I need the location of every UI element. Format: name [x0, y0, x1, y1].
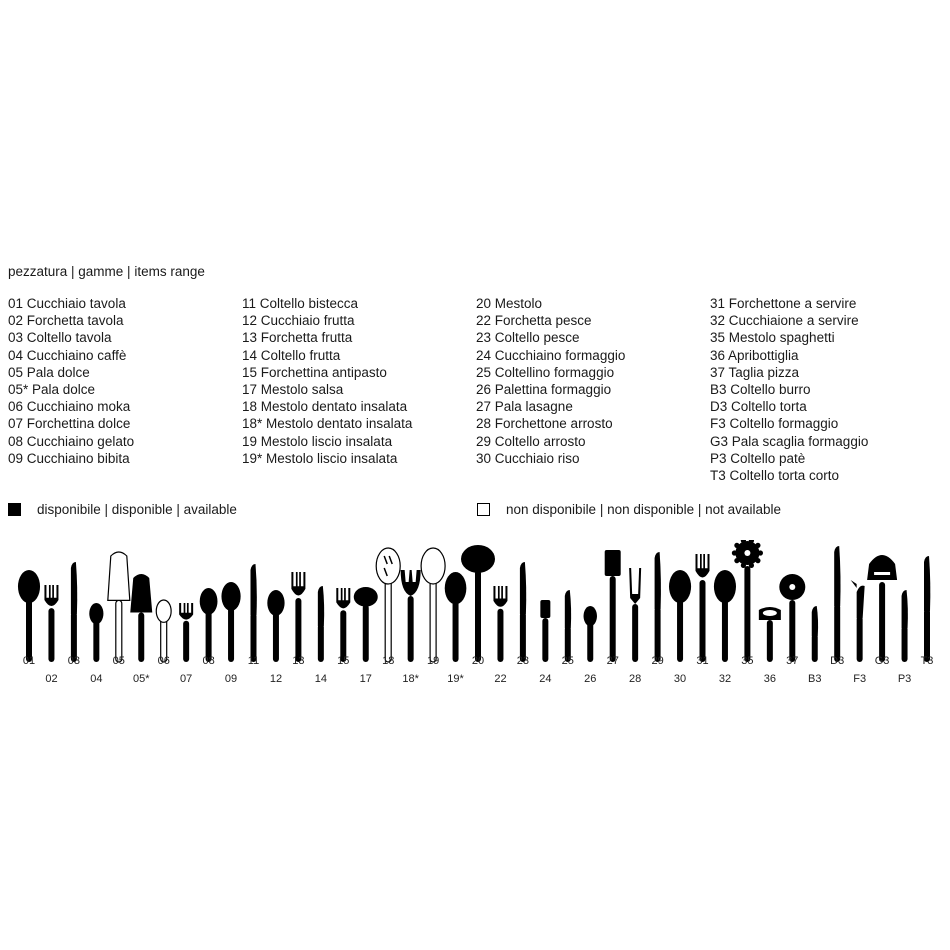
item-entry: 11 Coltello bistecca — [242, 296, 359, 311]
item-code-label: 01 — [22, 655, 36, 667]
item-code-label: 24 — [539, 673, 552, 685]
spoon-icon — [156, 600, 171, 662]
item-entry: 37 Taglia pizza — [710, 364, 800, 380]
cutlery-item-27 — [605, 550, 621, 667]
knife-icon — [834, 546, 840, 662]
item-entry: 07 Forchettina dolce — [8, 416, 131, 432]
filled-square-icon — [8, 503, 21, 516]
bottle-opener-icon — [759, 607, 781, 662]
item-entry: 06 Cucchiaino moka — [8, 399, 131, 415]
item-code-label: 09 — [224, 673, 238, 685]
item-code-label: 12 — [269, 673, 283, 685]
cutlery-item-19-star — [445, 572, 467, 685]
cutlery-item-05-star — [130, 574, 152, 685]
knife-icon — [520, 562, 526, 662]
item-entry: 13 Forchetta frutta — [242, 330, 353, 346]
item-entry: 22 Forchetta pesce — [476, 313, 592, 329]
item-entry: 17 Mestolo salsa — [242, 382, 344, 398]
item-code-label: 22 — [494, 673, 507, 685]
item-entry: 15 Forchettina antipasto — [242, 364, 387, 380]
knife-icon — [812, 606, 818, 662]
cutlery-item-20 — [461, 545, 495, 667]
fork-icon — [44, 585, 58, 662]
spatula-icon — [540, 600, 550, 662]
spoon-icon — [714, 570, 736, 662]
cutlery-item-18 — [376, 548, 400, 667]
item-entry: 29 Coltello arrosto — [476, 433, 586, 449]
knife-icon — [924, 556, 930, 662]
fork-icon — [336, 588, 350, 662]
cutlery-item-19 — [421, 548, 445, 667]
item-entry: 18 Mestolo dentato insalata — [242, 399, 408, 415]
cutlery-item-28 — [629, 568, 641, 685]
item-code-label: 15 — [337, 655, 350, 667]
item-entry: 19* Mestolo liscio insalata — [242, 450, 398, 466]
item-code-label: P3 — [897, 673, 912, 685]
spoon-icon — [18, 570, 40, 662]
cutlery-item-13 — [291, 572, 305, 667]
cutlery-item-B3 — [808, 606, 821, 685]
cutlery-item-30 — [669, 570, 691, 685]
item-code-label: 05 — [112, 655, 125, 667]
cutlery-item-04 — [89, 603, 103, 685]
knife-icon — [655, 552, 661, 662]
cutlery-item-22 — [493, 586, 507, 685]
item-entry: 26 Palettina formaggio — [476, 382, 612, 398]
item-entry: 01 Cucchiaio tavola — [8, 296, 126, 311]
knife-icon — [565, 590, 571, 662]
spoon-icon — [584, 606, 597, 662]
knife-icon — [251, 564, 257, 662]
item-code-label: 07 — [180, 673, 193, 685]
item-entry: F3 Coltello formaggio — [710, 416, 839, 432]
item-code-label: 18 — [382, 655, 395, 667]
item-code-label: 20 — [471, 655, 485, 667]
fork-icon — [291, 572, 305, 662]
spoon-icon — [221, 582, 240, 662]
knife-icon — [318, 586, 324, 662]
item-code-label: 17 — [359, 673, 372, 685]
cutlery-item-15 — [336, 588, 350, 667]
cake-server-icon — [108, 552, 130, 662]
cutlery-item-24 — [539, 600, 551, 685]
item-code-label: 36 — [763, 673, 776, 685]
item-entry: P3 Coltello patè — [710, 450, 806, 466]
item-code-label: G3 — [874, 655, 890, 667]
fork-icon — [696, 554, 710, 662]
cutlery-item-23 — [517, 562, 529, 667]
empty-square-icon — [477, 503, 490, 516]
item-code-label: 19* — [447, 673, 464, 685]
cutlery-item-26 — [584, 606, 597, 685]
item-code-label: 26 — [584, 673, 597, 685]
cutlery-item-11 — [248, 564, 259, 667]
legend-available-label: disponibile | disponible | available — [37, 502, 237, 517]
item-code-label: 32 — [718, 673, 732, 685]
item-entry: D3 Coltello torta — [710, 399, 807, 415]
item-code-label: 28 — [629, 673, 642, 685]
item-entry: 14 Coltello frutta — [242, 347, 341, 363]
cutlery-item-18-star — [401, 570, 421, 685]
item-code-label: 05* — [132, 673, 150, 685]
items-column-3 — [476, 295, 625, 467]
item-code-label: 11 — [247, 655, 260, 667]
spatula-icon — [605, 550, 621, 662]
item-entry: 12 Cucchiaio frutta — [242, 313, 355, 329]
item-code-label: 04 — [90, 673, 103, 685]
cutlery-item-32 — [714, 570, 736, 685]
item-code-label: 03 — [67, 655, 81, 667]
knife-icon — [902, 590, 908, 662]
item-code-label: 29 — [651, 655, 664, 667]
cutlery-item-37 — [779, 574, 805, 667]
item-entry: 05* Pala dolce — [8, 382, 96, 398]
spoon-icon — [421, 548, 445, 662]
cutlery-item-08 — [200, 588, 218, 667]
item-entry: 18* Mestolo dentato insalata — [242, 416, 413, 432]
cutlery-item-09 — [221, 582, 240, 685]
ladle-icon — [461, 545, 495, 662]
cutlery-item-D3 — [830, 546, 844, 667]
legend-not-available-label: non disponibile | non disponible | not available — [506, 502, 781, 517]
item-code-label: 08 — [202, 655, 215, 667]
cheese-knife-icon — [851, 580, 865, 662]
item-entry: 31 Forchettone a servire — [710, 296, 857, 311]
item-code-label: 06 — [157, 655, 170, 667]
item-entry: B3 Coltello burro — [710, 382, 811, 398]
salad-fork-icon — [401, 570, 421, 662]
legend-not-available — [477, 502, 781, 517]
item-code-label: D3 — [830, 655, 845, 667]
cutlery-item-P3 — [898, 590, 911, 685]
item-entry: 30 Cucchiaio riso — [476, 450, 580, 466]
item-code-label: 02 — [45, 673, 58, 685]
spoon-icon — [445, 572, 467, 662]
item-entry: 36 Apribottiglia — [710, 347, 799, 363]
item-code-label: 13 — [292, 655, 305, 667]
cutlery-item-07 — [179, 603, 193, 685]
item-entry: 25 Coltellino formaggio — [476, 364, 615, 380]
carving-fork-icon — [629, 568, 641, 662]
item-code-label: 30 — [673, 673, 687, 685]
cutlery-item-05 — [108, 552, 130, 667]
cutlery-item-F3 — [851, 580, 866, 685]
item-entry: 02 Forchetta tavola — [8, 313, 124, 329]
fork-icon — [179, 603, 193, 662]
item-code-label: 35 — [741, 655, 754, 667]
item-entry: 03 Coltello tavola — [8, 330, 112, 346]
item-code-label: 14 — [314, 673, 327, 685]
items-column-4 — [710, 295, 868, 484]
item-code-label: T3 — [920, 655, 934, 667]
item-entry: 20 Mestolo — [476, 296, 543, 311]
legend-available — [8, 502, 237, 517]
cutlery-item-03 — [68, 562, 80, 667]
spoon-icon — [200, 588, 218, 662]
cutlery-item-12 — [267, 590, 284, 685]
item-code-label: B3 — [808, 673, 822, 685]
cutlery-item-G3 — [867, 555, 897, 667]
item-code-label: 19 — [426, 655, 440, 667]
item-entry: 32 Cucchiaione a servire — [710, 313, 859, 329]
spoon-icon — [267, 590, 284, 662]
cutlery-item-29 — [651, 552, 663, 667]
cutlery-illustration — [0, 540, 950, 690]
fork-icon — [493, 586, 507, 662]
cutlery-item-14 — [315, 586, 327, 685]
cake-server-icon — [130, 574, 152, 662]
items-column-2 — [242, 295, 412, 467]
cheese-slicer-icon — [867, 555, 897, 662]
item-entry: 19 Mestolo liscio insalata — [242, 433, 393, 449]
cutlery-item-35 — [732, 540, 763, 667]
cutlery-item-36 — [759, 607, 781, 685]
cutlery-item-01 — [18, 570, 40, 667]
item-code-label: 37 — [786, 655, 799, 667]
item-code-label: 23 — [516, 655, 530, 667]
item-code-label: F3 — [853, 673, 867, 685]
cutlery-item-25 — [562, 590, 574, 667]
item-code-label: 27 — [606, 655, 619, 667]
spoon-icon — [89, 603, 103, 662]
cutlery-item-02 — [44, 585, 58, 685]
item-entry: 35 Mestolo spaghetti — [710, 330, 835, 346]
spaghetti-server-icon — [732, 540, 763, 662]
item-entry: T3 Coltello torta corto — [710, 468, 840, 484]
pizza-cutter-icon — [779, 574, 805, 662]
spoon-icon — [669, 570, 691, 662]
cutlery-item-17 — [354, 587, 378, 685]
item-code-label: 25 — [561, 655, 574, 667]
ladle-icon — [354, 587, 378, 662]
item-code-label: 31 — [696, 655, 709, 667]
item-code-label: 18* — [402, 673, 419, 685]
item-entry: 24 Cucchiaino formaggio — [476, 347, 626, 363]
knife-icon — [71, 562, 77, 662]
slotted-spoon-icon — [376, 548, 400, 662]
item-entry: 08 Cucchiaino gelato — [8, 433, 135, 449]
cutlery-item-31 — [696, 554, 710, 667]
item-entry: 28 Forchettone arrosto — [476, 416, 613, 432]
section-heading: pezzatura | gamme | items range — [8, 264, 205, 279]
cutlery-item-T3 — [921, 556, 934, 667]
item-entry: 27 Pala lasagne — [476, 399, 573, 415]
item-entry: 23 Coltello pesce — [476, 330, 580, 346]
item-entry: 05 Pala dolce — [8, 364, 90, 380]
item-entry: G3 Pala scaglia formaggio — [710, 433, 869, 449]
item-entry: 09 Cucchiaino bibita — [8, 450, 130, 466]
items-column-1 — [8, 295, 134, 467]
cutlery-item-06 — [156, 600, 171, 667]
item-entry: 04 Cucchiaino caffè — [8, 347, 127, 363]
